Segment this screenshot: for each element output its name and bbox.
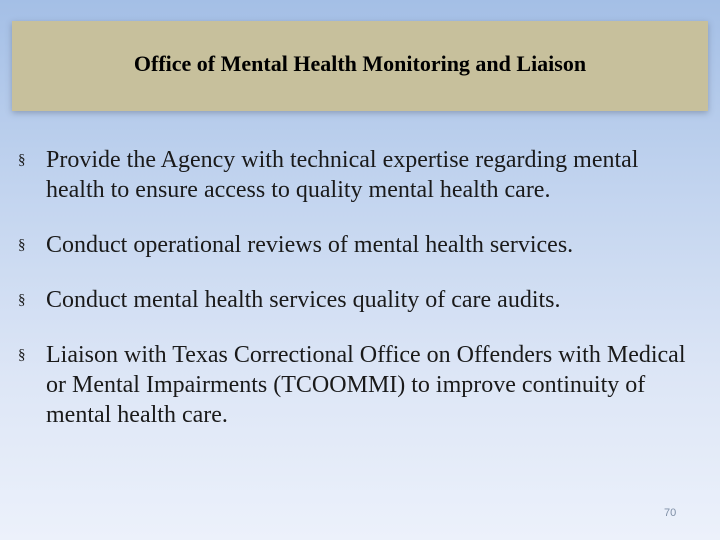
bullet-item [18,230,698,260]
bullet-item [18,285,698,315]
bullet-text: Conduct operational reviews of mental health services. [46,232,574,258]
square-bullet-icon: § [18,347,26,363]
bullet-text: Provide the Agency with technical expertise regarding mental health to ensure access to quality mental health care. [46,147,639,203]
bullet-list [18,145,698,455]
square-bullet-icon: § [18,237,26,253]
square-bullet-icon: § [18,152,26,168]
page-number: 70 [664,507,677,519]
bullet-item [18,145,698,205]
square-bullet-icon: § [18,292,26,308]
bullet-text: Liaison with Texas Correctional Office on Offenders with Medical or Mental Impairments (TCOOMMI) to improve continuity of mental health care. [46,342,686,428]
bullet-item [18,340,698,430]
bullet-text: Conduct mental health services quality of care audits. [46,287,561,313]
title-box [12,21,708,111]
slide-title: Office of Mental Health Monitoring and Liaison [133,51,587,76]
